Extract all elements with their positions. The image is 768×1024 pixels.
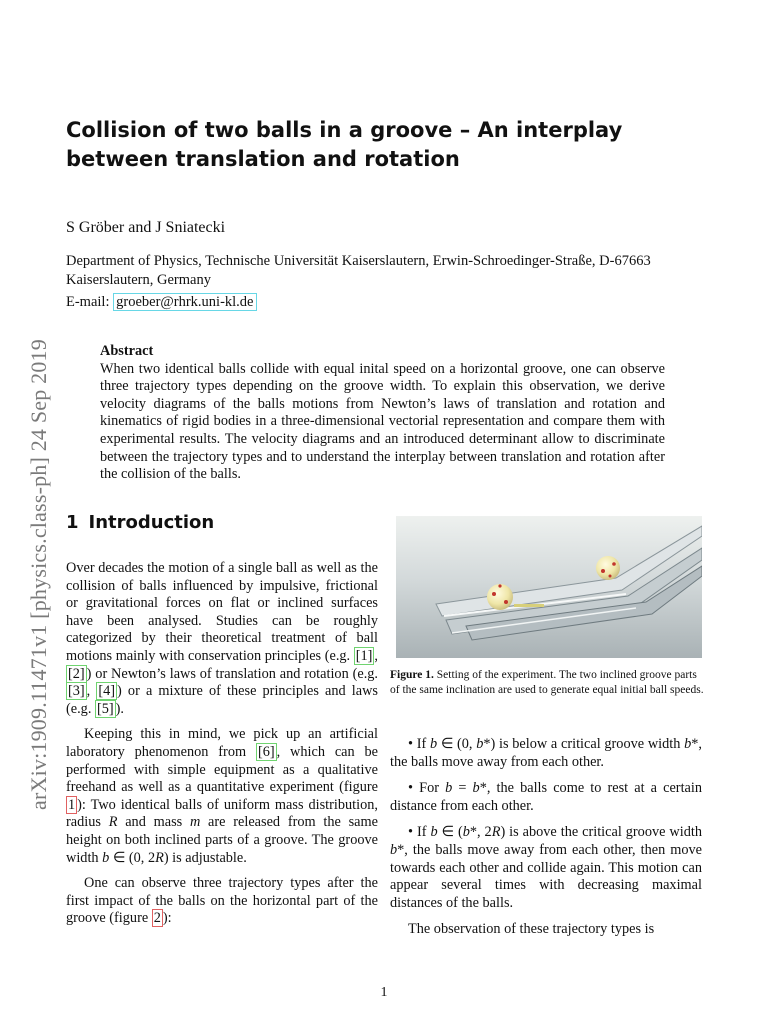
text-run: *) is below a critical groove width [483, 736, 685, 752]
closing-paragraph: The observation of these trajectory types is [408, 921, 655, 938]
math-variable: R [491, 824, 501, 841]
math-variable: b [390, 841, 398, 858]
text-run: *, the balls move away from each other, then move towards each other and collide again. This motion can appear several times with decreasing maximal distances of the balls. [390, 841, 702, 911]
text-run: One can observe three trajectory types after the first impact of the balls on the horizontal part of the groove (figure [66, 875, 378, 927]
abstract [100, 343, 665, 484]
text-run: , [374, 647, 378, 664]
text-run: and mass [117, 814, 190, 831]
figure-caption-text: Setting of the experiment. The two inclined groove parts of the same inclination are used to generate equal initial ball speeds. [390, 669, 704, 696]
list-item [390, 780, 702, 815]
math-variable: R [108, 814, 118, 831]
email-link[interactable]: groeber@rhrk.uni-kl.de [113, 293, 256, 311]
list-item [390, 824, 702, 912]
math-variable: m [189, 814, 201, 831]
section-title: Introduction [88, 512, 215, 533]
experiment-photo [396, 516, 702, 658]
abstract-text: When two identical balls collide with equal inital speed on a horizontal groove, one can observe three trajectory types depending on the groove width. To explain this observation, we derive velocity diagrams of the balls motions from Newton’s laws of translation and rotation and kinematics of rigid bodies in a three-dimensional vectorial representation and compare them with experimental results. The velocity diagrams and an introduced determinant allow to discriminate between the trajectory types and to understand the interplay between translation and rotation after the collision of the balls. [100, 360, 665, 483]
math-variable: b [445, 780, 453, 797]
figure-reference-link[interactable]: 2 [153, 910, 161, 927]
text-run: • For [408, 780, 446, 797]
text-run: ): [162, 910, 172, 927]
citation-link[interactable]: [4] [98, 683, 116, 700]
text-run: • If [408, 736, 430, 752]
text-run: , which can be performed with simple equipment as a qualitative freehand as well as a quantitative experiment (figure [66, 743, 378, 796]
intro-paragraph-1 [66, 560, 378, 718]
citation-link[interactable]: [3] [68, 683, 85, 700]
text-run: *, 2 [469, 824, 492, 841]
text-run: Over decades the motion of a single ball as well as the collision of balls influenced by impulsive, frictional or gravitational forces on flat or inclined surfaces have been analysed. Studies can be roughly categorized by their theoretical treatment of ball motions mainly with conservation principles (e.g. [66, 560, 378, 664]
text-run: ) is adjustable. [163, 849, 247, 866]
text-run: = [452, 780, 473, 797]
text-run: ): Two identical balls of uniform mass distribution, radius [66, 796, 378, 831]
math-variable: b [462, 824, 470, 841]
email-row [66, 294, 257, 311]
math-variable: R [155, 849, 164, 866]
text-run: ∈ (0, 2 [109, 849, 156, 866]
figure-reference-link[interactable]: 1 [68, 796, 76, 813]
figure-label: Figure 1. [390, 669, 434, 681]
affiliation: Department of Physics, Technische Universität Kaiserslautern, Erwin-Schroedinger-Straße, D-67663 Kaiserslautern, Germany [66, 253, 651, 288]
intro-paragraph-2 [66, 726, 378, 867]
text-run: Keeping this in mind, we pick up an artificial laboratory phenomenon from [66, 726, 378, 760]
text-run: *, the balls move away from each other. [390, 736, 702, 770]
text-run: ∈ ( [437, 824, 463, 841]
citation-link[interactable]: [6] [257, 743, 275, 760]
experiment-photo-illustration [396, 516, 702, 658]
abstract-heading: Abstract [100, 343, 154, 359]
text-run: ). [115, 700, 124, 717]
list-item [390, 736, 702, 771]
math-variable: b [472, 780, 480, 797]
text-run: *, the balls come to rest at a certain distance from each other. [390, 780, 703, 814]
text-run: ∈ (0, [437, 736, 477, 752]
page-number: 1 [380, 985, 388, 1000]
math-variable: b [476, 736, 484, 752]
math-variable: b [430, 824, 438, 841]
intro-paragraph-3 [66, 875, 378, 928]
email-label: E-mail: [66, 294, 110, 310]
section-number: 1 [66, 512, 79, 533]
math-variable: b [684, 736, 692, 752]
figure-caption [390, 668, 704, 698]
paper-title: Collision of two balls in a groove – An interplay between translation and rotation [66, 118, 623, 171]
citation-link[interactable]: [1] [355, 647, 373, 664]
text-run: ) is above the critical groove width [500, 824, 702, 841]
text-run: ) or Newton’s laws of translation and rotation (e.g. [86, 665, 378, 682]
arxiv-identifier: arXiv:1909.11471v1 [physics.class-ph] 24 Sep 2019 [26, 339, 51, 810]
authors: S Gröber and J Sniatecki [66, 219, 226, 236]
section-heading [66, 512, 214, 533]
text-run: , [86, 683, 97, 700]
right-column [390, 736, 702, 948]
citation-link[interactable]: [5] [96, 700, 114, 717]
left-column [66, 560, 378, 936]
math-variable: b [102, 849, 110, 866]
citation-link[interactable]: [2] [68, 665, 85, 682]
math-variable: b [429, 736, 438, 752]
text-run: are released from the same height on both inclined parts of a groove. The groove width [66, 814, 378, 866]
text-run: • If [408, 824, 431, 841]
text-run: ) or a mixture of these principles and laws (e.g. [66, 683, 378, 717]
